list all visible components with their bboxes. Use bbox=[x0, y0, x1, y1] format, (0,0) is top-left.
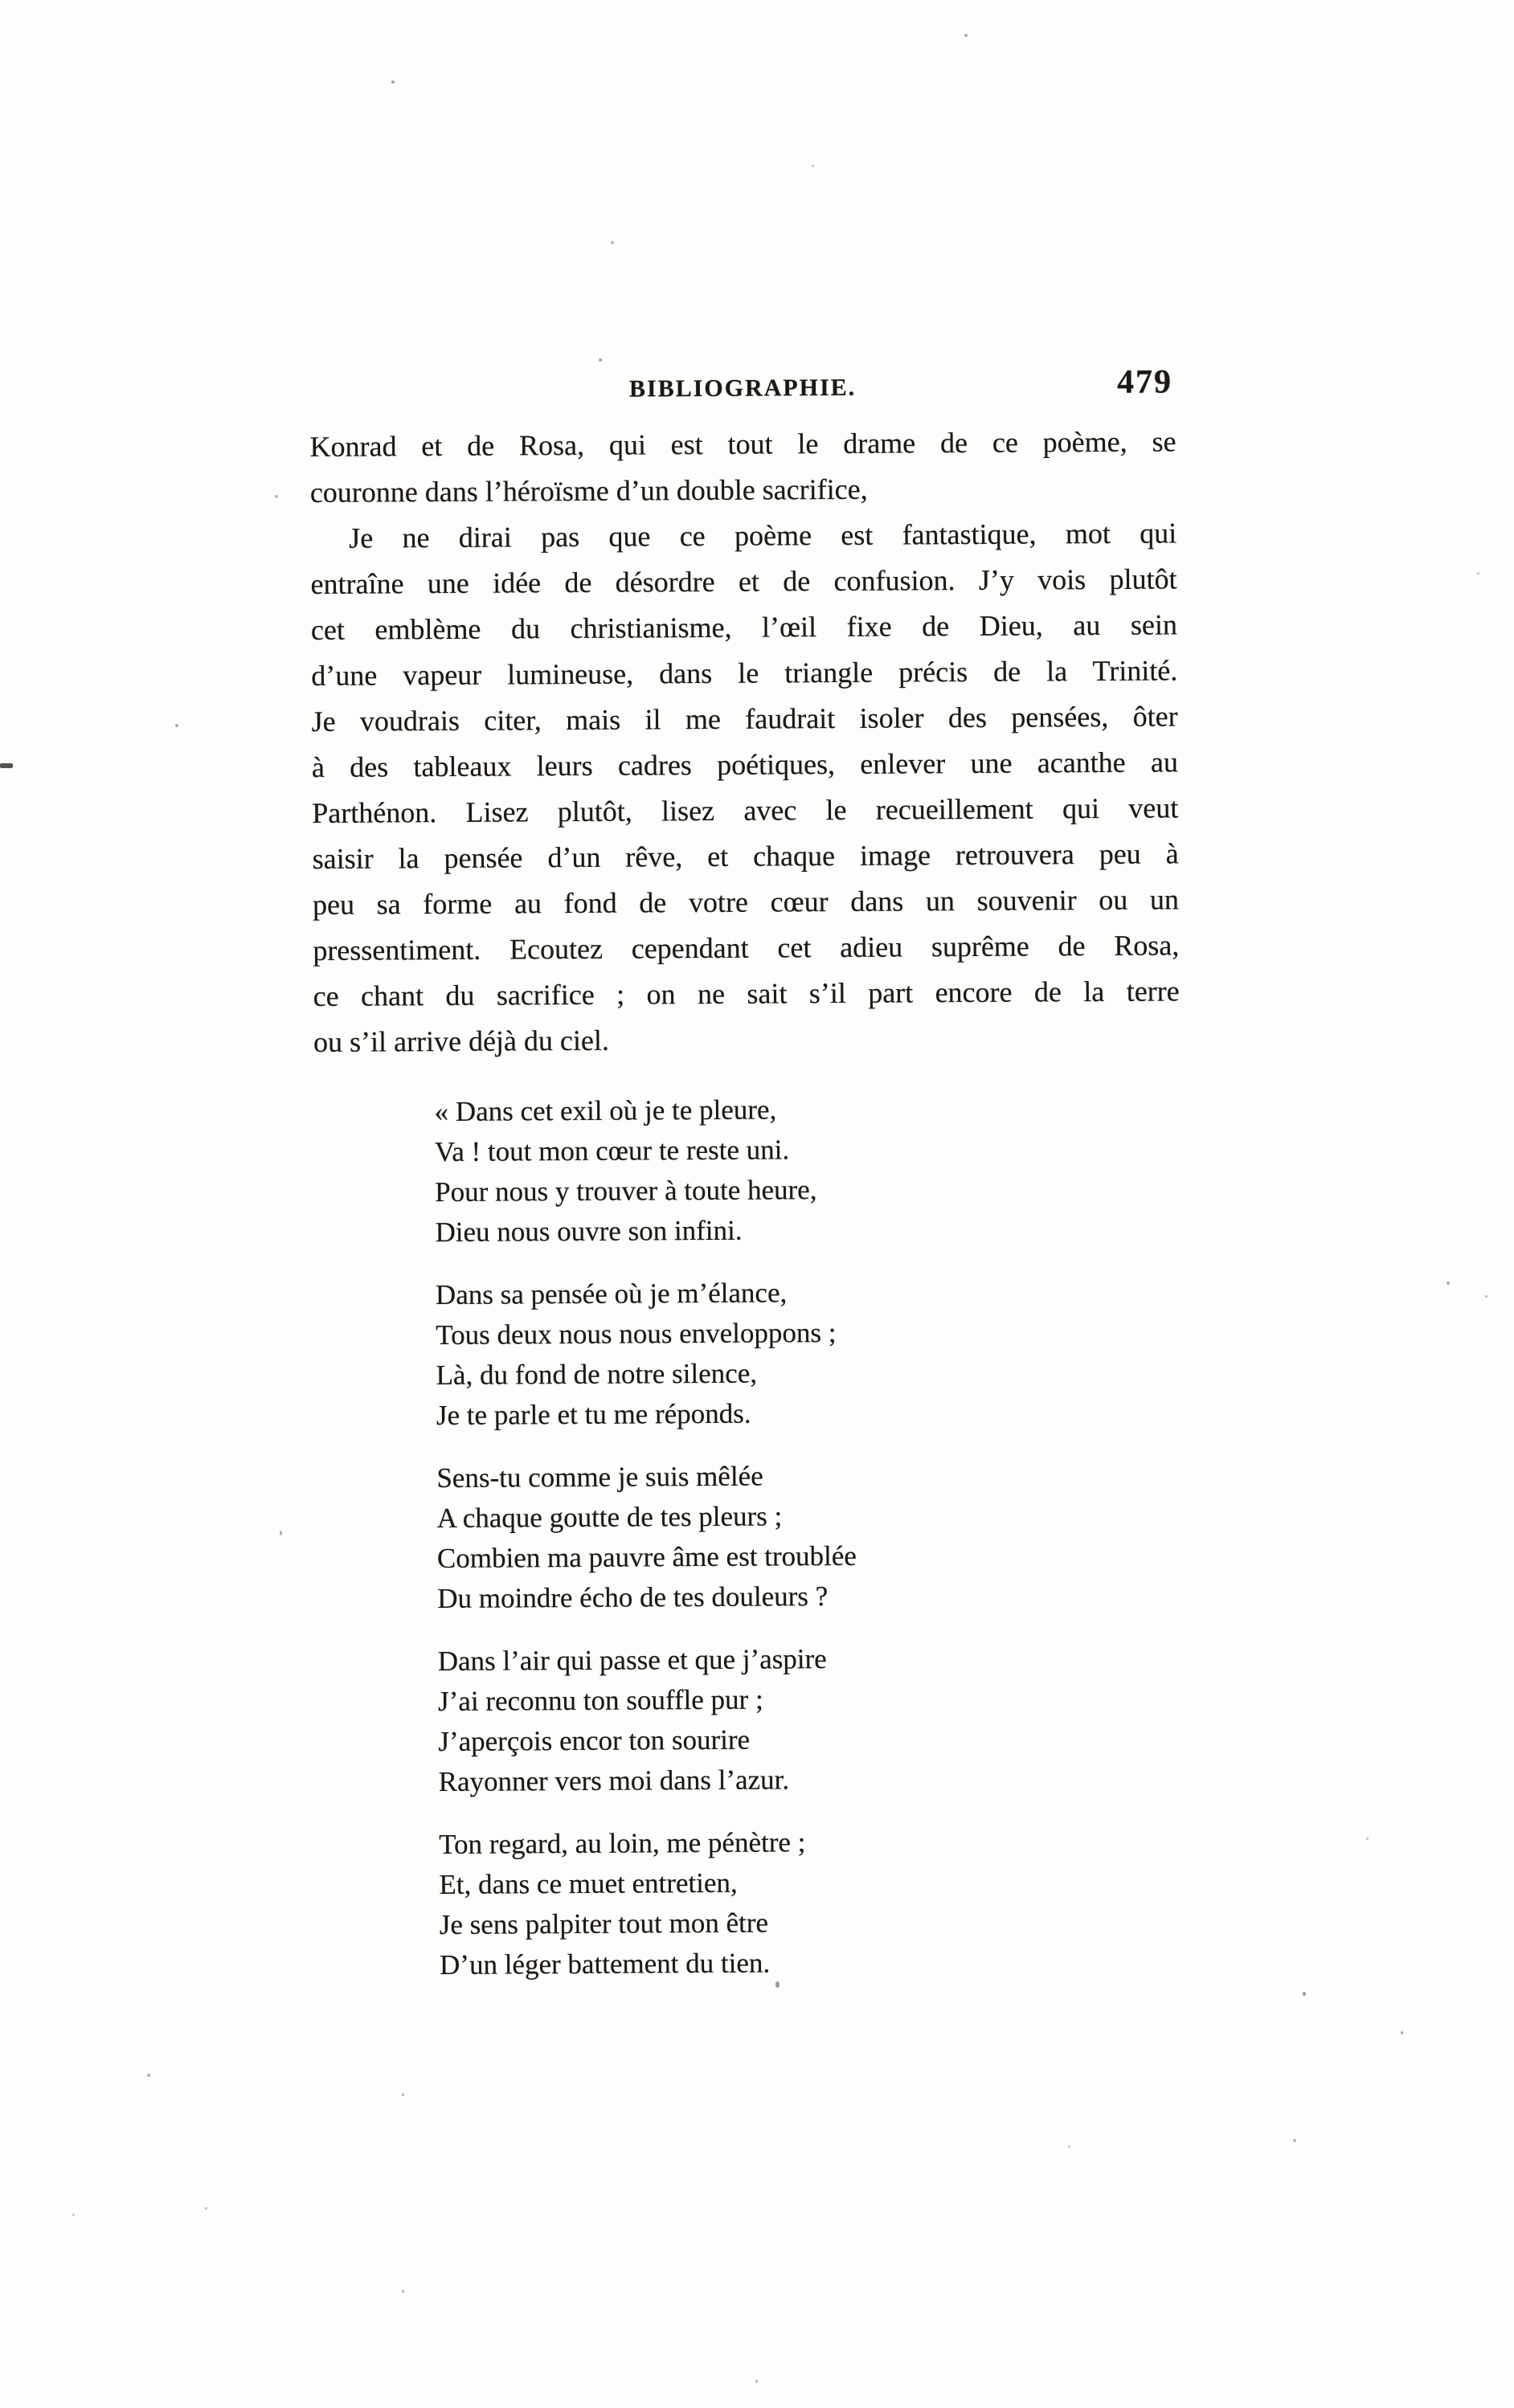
text-line: Je voudrais citer, mais il me faudrait isoler des pensées, ôter bbox=[311, 700, 1178, 738]
paragraph bbox=[310, 510, 1180, 1065]
text-line: d’une vapeur lumineuse, dans le triangle précis de la Trinité. bbox=[311, 654, 1178, 692]
verse-line: J’ai reconnu ton souffle pur ; bbox=[437, 1683, 763, 1718]
stanza bbox=[436, 1453, 1183, 1619]
text-line: peu sa forme au fond de votre cœur dans un souvenir ou un bbox=[312, 883, 1180, 921]
verse-line: Ton regard, au loin, me pénètre ; bbox=[439, 1826, 806, 1861]
verse-line: A chaque goutte de tes pleurs ; bbox=[436, 1500, 783, 1535]
verse-line: J’aperçois encor ton sourire bbox=[438, 1723, 751, 1758]
scan-speck bbox=[275, 495, 278, 498]
verse-line: Dans sa pensée où je m’élance, bbox=[435, 1277, 788, 1311]
scan-speck bbox=[1293, 2139, 1296, 2142]
text-block bbox=[309, 363, 1185, 2009]
scan-dash bbox=[0, 763, 13, 768]
scan-speck bbox=[72, 2214, 75, 2216]
scan-speck bbox=[611, 241, 614, 244]
verse-line: D’un léger battement du tien. bbox=[439, 1947, 771, 1981]
scan-speck bbox=[755, 2380, 758, 2383]
verse-line: Et, dans ce muet entretien, bbox=[439, 1866, 738, 1901]
scan-speck bbox=[391, 80, 395, 84]
paragraph bbox=[309, 419, 1176, 516]
verse-line: Pour nous y trouver à toute heure, bbox=[435, 1174, 817, 1208]
text-line: entraîne une idée de désordre et de confusion. J’y vois plutôt bbox=[310, 562, 1177, 600]
scan-speck bbox=[175, 724, 178, 727]
text-line: pressentiment. Ecoutez cependant cet adieu suprême de Rosa, bbox=[313, 929, 1180, 967]
verse-line: Tous deux nous nous enveloppons ; bbox=[436, 1317, 837, 1351]
verse-line: Je te parle et tu me réponds. bbox=[436, 1397, 751, 1432]
verse-line: Là, du fond de notre silence, bbox=[436, 1357, 758, 1392]
running-title: BIBLIOGRAPHIE. bbox=[628, 374, 857, 403]
scan-speck bbox=[1366, 1838, 1369, 1840]
verse-line: Du moindre écho de tes douleurs ? bbox=[437, 1580, 829, 1615]
stanza bbox=[438, 1637, 1185, 1802]
text-line: Je ne dirai pas que ce poème est fantastique, mot qui bbox=[349, 517, 1177, 554]
stanza bbox=[434, 1087, 1181, 1253]
scan-speck bbox=[402, 2290, 404, 2293]
scan-speck bbox=[599, 358, 602, 362]
scan-speck bbox=[812, 165, 814, 167]
text-line: saisir la pensée d’un rêve, et chaque image retrouvera peu à bbox=[312, 837, 1179, 875]
scan-speck bbox=[1477, 572, 1479, 574]
scan-speck bbox=[1401, 2031, 1403, 2034]
scan-speck bbox=[1303, 1992, 1306, 1996]
scan-speck bbox=[280, 1531, 282, 1535]
verse-line: Va ! tout mon cœur te reste uni. bbox=[434, 1134, 790, 1168]
stanza bbox=[439, 1820, 1185, 1985]
text-line: couronne dans l’héroïsme d’un double sacrifice, bbox=[309, 472, 868, 509]
scan-speck bbox=[1446, 1282, 1450, 1285]
scan-speck bbox=[402, 2093, 404, 2096]
text-line: Konrad et de Rosa, qui est tout le drame de ce poème, se bbox=[309, 425, 1176, 463]
text-line: cet emblème du christianisme, l’œil fixe de Dieu, au sein bbox=[310, 608, 1178, 646]
stanza bbox=[436, 1270, 1182, 1436]
text-line: à des tableaux leurs cadres poétiques, enlever une acanthe au bbox=[311, 746, 1179, 783]
verse-line: « Dans cet exil où je te pleure, bbox=[434, 1094, 777, 1128]
scan-speck bbox=[1485, 1295, 1487, 1298]
scan-speck bbox=[147, 2074, 150, 2077]
verse-line: Dieu nous ouvre son infini. bbox=[435, 1214, 743, 1249]
verse-line: Sens-tu comme je suis mêlée bbox=[436, 1460, 763, 1494]
verse-line: Je sens palpiter tout mon être bbox=[439, 1907, 769, 1941]
text-line: Parthénon. Lisez plutôt, lisez avec le recueillement qui veut bbox=[312, 791, 1179, 829]
scan-speck bbox=[964, 34, 968, 37]
verse-line: Dans l’air qui passe et que j’aspire bbox=[437, 1643, 827, 1678]
poem bbox=[313, 1087, 1185, 1986]
running-header bbox=[309, 363, 1176, 424]
verse-line: Combien ma pauvre âme est troublée bbox=[436, 1539, 857, 1575]
text-line: ce chant du sacrifice ; on ne sait s’il part encore de la terre bbox=[313, 975, 1180, 1012]
text-line: ou s’il arrive déjà du ciel. bbox=[313, 1024, 610, 1058]
verse-line: Rayonner vers moi dans l’azur. bbox=[438, 1764, 790, 1798]
scan-speck bbox=[1068, 2145, 1070, 2148]
scan-speck bbox=[205, 2207, 207, 2210]
page-number: 479 bbox=[1116, 363, 1173, 401]
scan-speck bbox=[775, 1981, 780, 1988]
